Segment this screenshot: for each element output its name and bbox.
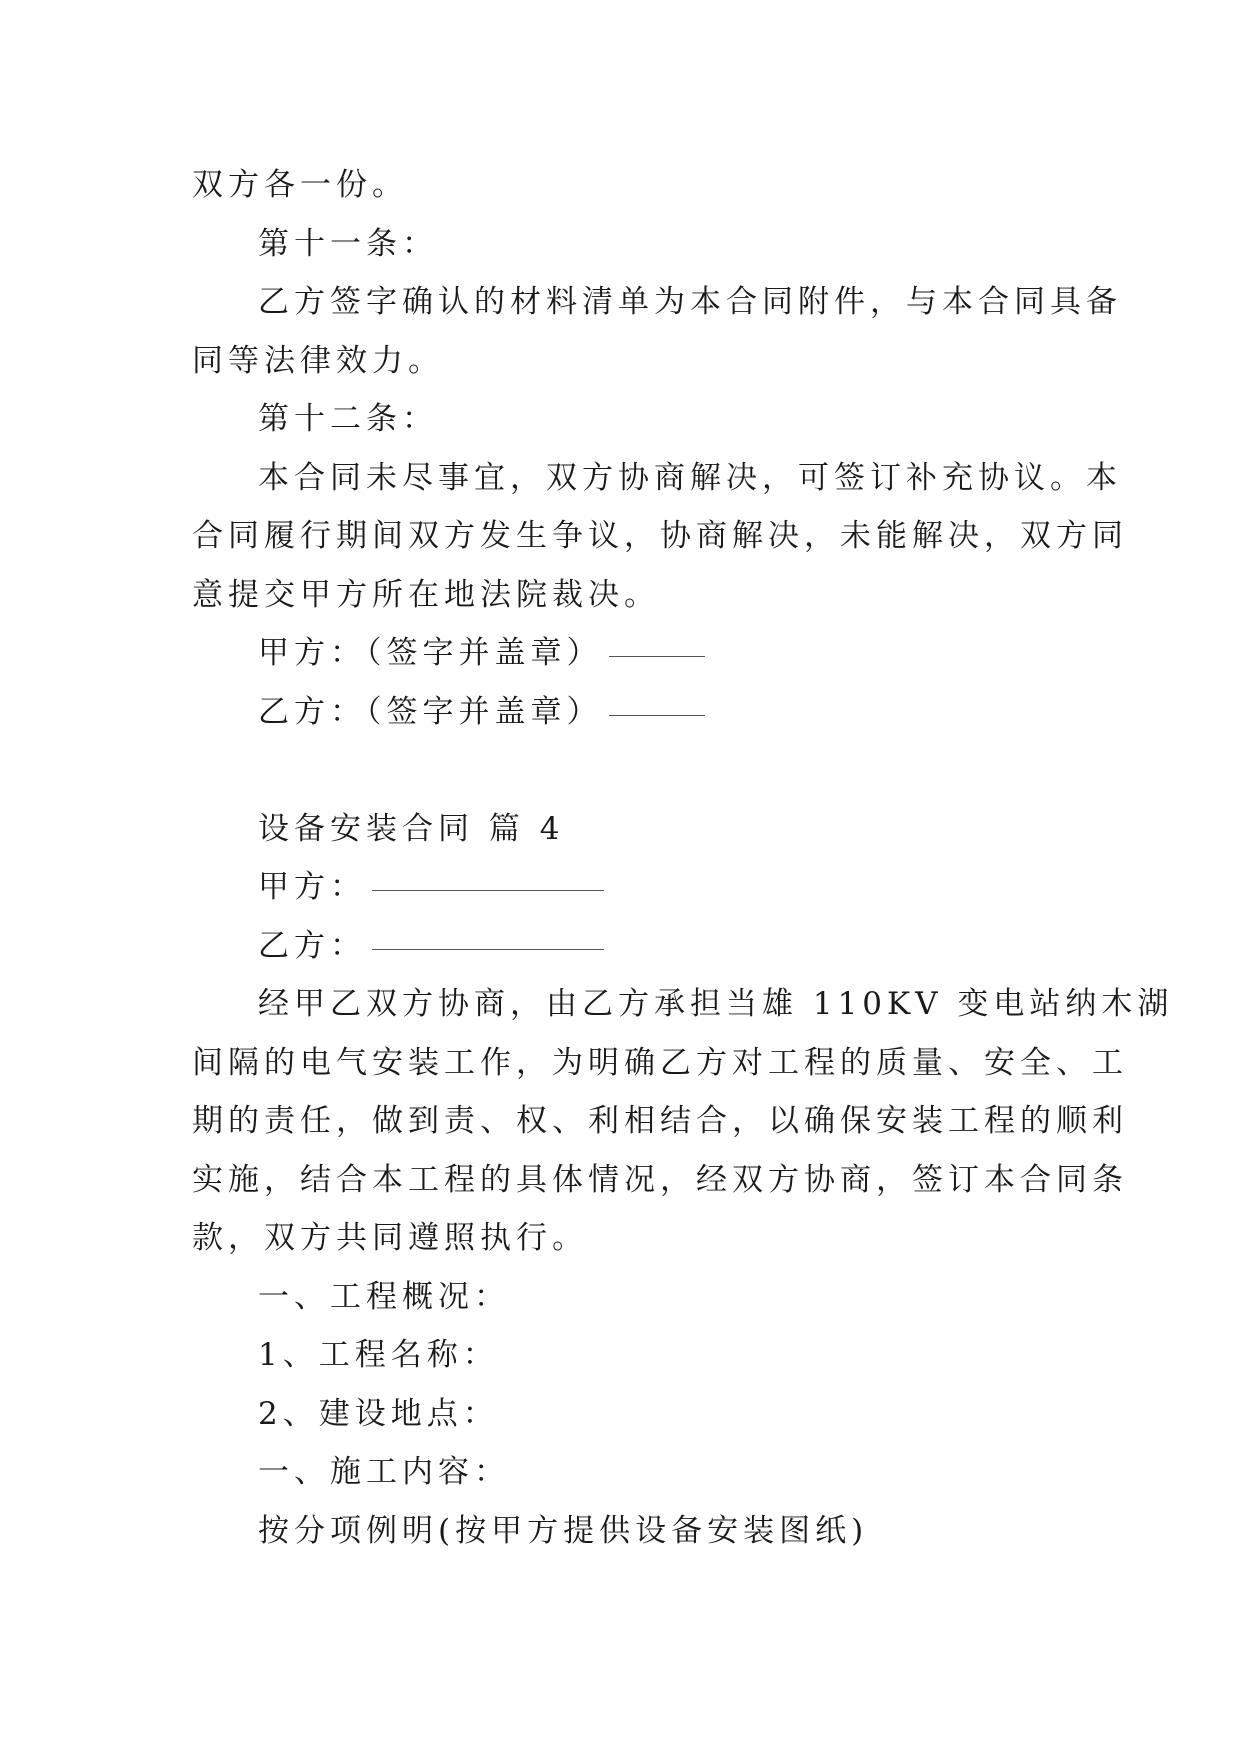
party-a-signature-blank <box>609 656 705 657</box>
paragraph-line: 间隔的电气安装工作，为明确乙方对工程的质量、安全、工 <box>192 1044 1128 1081</box>
paragraph-line: 实施，结合本工程的具体情况，经双方协商，签订本合同条 <box>192 1161 1128 1198</box>
paragraph-line: 乙方签字确认的材料清单为本合同附件，与本合同具备 <box>258 284 1122 320</box>
party-b-blank <box>372 949 604 950</box>
article-heading: 第十一条： <box>258 225 438 262</box>
party-b-signature <box>192 683 1052 742</box>
list-item: 1、工程名称： <box>258 1337 499 1373</box>
section-spacer <box>192 741 1052 800</box>
paragraph-line: 意提交甲方所在地法院裁决。 <box>192 576 660 613</box>
paragraph-line: 双方各一份。 <box>192 167 408 203</box>
paragraph-line: 期的责任，做到责、权、利相结合，以确保安装工程的顺利 <box>192 1103 1128 1139</box>
section-title: 设备安装合同 篇 4 <box>258 810 565 847</box>
list-item: 2、建设地点： <box>258 1395 499 1432</box>
list-item: 按分项例明(按甲方提供设备安装图纸) <box>258 1512 869 1549</box>
paragraph-line: 本合同未尽事宜，双方协商解决，可签订补充协议。本 <box>258 459 1122 496</box>
party-a-signature <box>192 624 1052 683</box>
party-b-signature-blank <box>609 715 705 716</box>
list-item: 一、工程概况： <box>258 1278 510 1315</box>
party-a-signature-label: 甲方：（签字并盖章） <box>258 635 603 671</box>
paragraph-line: 款，双方共同遵照执行。 <box>192 1220 588 1256</box>
party-b-field <box>192 917 1052 976</box>
article-heading: 第十二条： <box>258 401 438 437</box>
party-b-signature-label: 乙方：（签字并盖章） <box>258 693 603 730</box>
paragraph-line: 合同履行期间双方发生争议，协商解决，未能解决，双方同 <box>192 518 1128 554</box>
list-item: 一、施工内容： <box>258 1454 510 1490</box>
paragraph-line: 同等法律效力。 <box>192 342 444 379</box>
document-body <box>192 156 1174 1560</box>
party-a-blank <box>372 890 604 891</box>
party-a-label: 甲方： <box>258 869 366 905</box>
party-b-label: 乙方： <box>258 927 366 964</box>
paragraph-line: 经甲乙双方协商，由乙方承担当雄 110KV 变电站纳木湖 <box>258 986 1174 1022</box>
party-a-field <box>192 858 1052 917</box>
